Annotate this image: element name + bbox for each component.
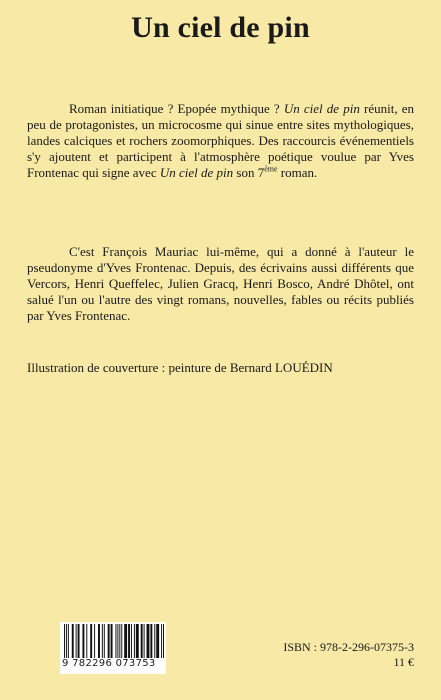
barcode-bar: [111, 624, 113, 658]
barcode-bar: [104, 624, 105, 658]
barcode-bar: [66, 624, 67, 658]
barcode-bar: [82, 624, 84, 658]
description-text-4: roman.: [277, 165, 318, 180]
barcode-bar: [144, 624, 145, 658]
barcode-bar: [131, 624, 132, 658]
illustration-credit: Illustration de couverture : peinture de Bernard LOUÉDIN: [27, 360, 333, 375]
barcode-bar: [117, 624, 118, 658]
description-text-1: Roman initiatique ? Epopée mythique ?: [69, 101, 284, 116]
barcode-bar: [98, 624, 100, 658]
barcode-digits: 9 782296 073753: [62, 658, 156, 669]
description-paragraph: [27, 101, 414, 181]
barcode-bar: [90, 624, 92, 658]
barcode-bar: [141, 624, 143, 658]
barcode-bar: [163, 624, 164, 658]
barcode-bar: [161, 624, 162, 658]
barcode-bar: [147, 624, 150, 658]
barcode-bar: [154, 624, 155, 658]
barcode-bar: [119, 624, 120, 658]
barcode-bars: [64, 624, 164, 658]
barcode-bar: [128, 624, 130, 658]
description-text-2: réunit, en peu de protagonistes, un microcosme qui sinue entre sites mythologiques, landes calciques et rochers zoomorphiques. Des raccourcis événementiels s'y ajoutent et participent à l'atmosphère poétique voulue par Yves Frontenac qui signe avec: [27, 101, 414, 180]
barcode-bar: [124, 624, 127, 658]
barcode-bar: [94, 624, 95, 658]
barcode: [60, 622, 166, 674]
description-text-3: son 7: [233, 165, 265, 180]
description-title-ref-2: Un ciel de pin: [159, 165, 234, 180]
barcode-bar: [134, 624, 135, 658]
barcode-bar: [86, 624, 87, 658]
barcode-bar: [102, 624, 103, 658]
barcode-bar: [136, 624, 139, 658]
isbn-number: ISBN : 978-2-296-07375-3: [283, 640, 414, 654]
description-title-ref-1: Un ciel de pin: [283, 101, 360, 116]
barcode-bar: [121, 624, 122, 658]
barcode-bar: [115, 624, 116, 658]
barcode-bar: [72, 624, 74, 658]
barcode-bar: [64, 624, 65, 658]
price: 11 €: [393, 655, 414, 669]
barcode-bar: [76, 624, 77, 658]
author-paragraph: C'est François Mauriac lui-même, qui a donné à l'auteur le pseudonyme d'Yves Frontenac. Depuis, des écrivains aussi différents que Vercors, Henri Queffelec, Julien Gracq, Henri Bosco, André Dhôtel, ont salué l'un ou l'autre des vingt romans, nouvelles, fables ou récits publiés par Yves Frontenac.: [27, 244, 414, 323]
barcode-bar: [108, 624, 110, 658]
barcode-bar: [156, 624, 159, 658]
book-title: Un ciel de pin: [131, 11, 310, 44]
barcode-bar: [150, 624, 152, 658]
ordinal-superscript: ème: [264, 164, 278, 174]
barcode-bar: [68, 624, 69, 658]
barcode-bar: [78, 624, 80, 658]
